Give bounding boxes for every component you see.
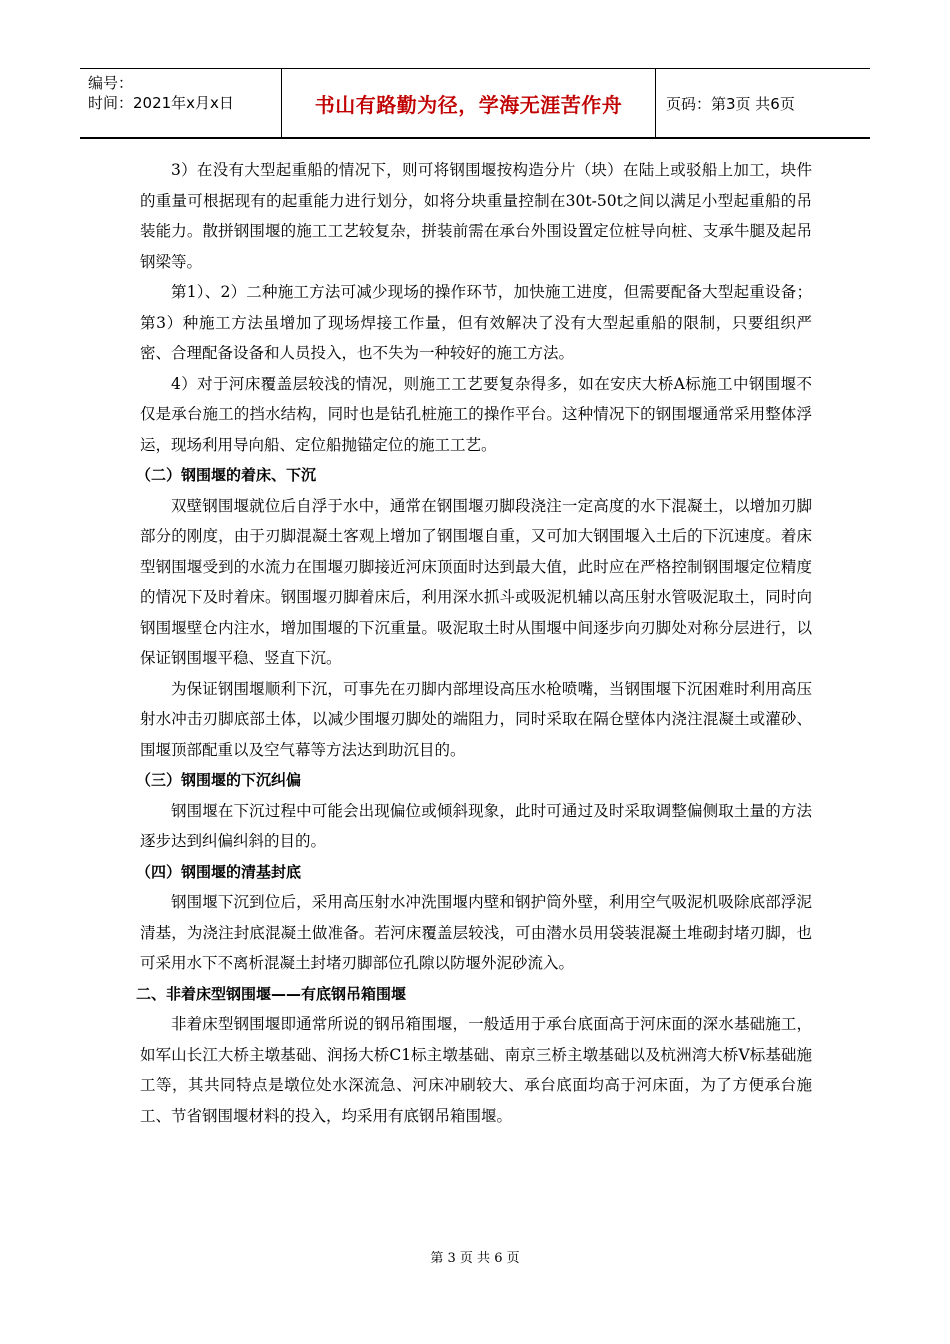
section-heading: 二、非着床型钢围堰——有底钢吊箱围堰 [136, 984, 407, 1003]
header-page-info: 页码：第3页 共6页 [666, 94, 795, 113]
paragraph: 钢围堰下沉到位后，采用高压射水冲洗围堰内壁和钢护筒外壁，利用空气吸泥机吸除底部浮泥清基，为浇注封底混凝土做准备。若河床覆盖层较浅，可由潜水员用袋装混凝土堆砌封堵刃脚，也可采用水下不离析混凝土封堵刃脚部位孔隙以防堰外泥砂流入。 [140, 893, 812, 972]
section-heading: （三）钢围堰的下沉纠偏 [136, 771, 302, 789]
paragraph: 4）对于河床覆盖层较浅的情况，则施工工艺要复杂得多，如在安庆大桥A标施工中钢围堰不仅是承台施工的挡水结构，同时也是钻孔桩施工的操作平台。这种情况下的钢围堰通常采用整体浮运，现场利用导向船、定位船抛锚定位的施工工艺。 [140, 374, 812, 454]
page-footer: 第 3 页 共 6 页 [430, 1251, 520, 1266]
header-motto: 书山有路勤为径，学海无涯苦作舟 [282, 69, 656, 137]
document-number-label: 编号： [88, 74, 134, 92]
paragraph: 双壁钢围堰就位后自浮于水中，通常在钢围堰刃脚段浇注一定高度的水下混凝土，以增加刃脚部分的刚度，由于刃脚混凝土客观上增加了钢围堰自重，又可加大钢围堰入土后的下沉速度。着床型钢围堰受到的水流力在围堰刃脚接近河床顶面时达到最大值，此时应在严格控制钢围堰定位精度的情况下及时着床。钢围堰刃脚着床后，利用深水抓斗或吸泥机辅以高压射水管吸泥取土，同时向钢围堰壁仓内注水，增加围堰的下沉重量。吸泥取土时从围堰中间逐步向刃脚处对称分层进行，以保证钢围堰平稳、竖直下沉。 [140, 496, 812, 667]
header-meta [80, 69, 282, 137]
document-body [136, 155, 812, 1131]
paragraph: 3）在没有大型起重船的情况下，则可将钢围堰按构造分片（块）在陆上或驳船上加工，块件的重量可根据现有的起重能力进行划分，如将分块重量控制在30t-50t之间以满足小型起重船的吊装能力。散拼钢围堰的施工工艺较复杂，拼装前需在承台外围设置定位桩导向桩、支承牛腿及起吊钢梁等。 [140, 161, 812, 271]
page-header [80, 68, 870, 139]
paragraph: 非着床型钢围堰即通常所说的钢吊箱围堰，一般适用于承台底面高于河床面的深水基础施工，如军山长江大桥主墩基础、润扬大桥C1标主墩基础、南京三桥主墩基础以及杭洲湾大桥Ⅴ标基础施工等，其共同特点是墩位处水深流急、河床冲刷较大、承台底面均高于河床面，为了方便承台施工、节省钢围堰材料的投入，均采用有底钢吊箱围堰。 [140, 1015, 812, 1125]
paragraph: 为保证钢围堰顺利下沉，可事先在刃脚内部埋设高压水枪喷嘴，当钢围堰下沉困难时利用高压射水冲击刃脚底部土体，以减少围堰刃脚处的端阻力，同时采取在隔仓壁体内浇注混凝土或灌砂、围堰顶部配重以及空气幕等方法达到助沉目的。 [140, 679, 812, 759]
section-heading: （四）钢围堰的清基封底 [136, 862, 302, 881]
paragraph: 钢围堰在下沉过程中可能会出现偏位或倾斜现象，此时可通过及时采取调整偏侧取土量的方法逐步达到纠偏纠斜的目的。 [140, 801, 812, 850]
document-date: 时间：2021年x月x日 [88, 94, 234, 112]
paragraph: 第1）、2）二种施工方法可减少现场的操作环节，加快施工进度，但需要配备大型起重设备；第3）种施工方法虽增加了现场焊接工作量，但有效解决了没有大型起重船的限制，只要组织严密、合理配备设备和人员投入，也不失为一种较好的施工方法。 [140, 283, 812, 362]
section-heading: （二）钢围堰的着床、下沉 [136, 466, 317, 484]
